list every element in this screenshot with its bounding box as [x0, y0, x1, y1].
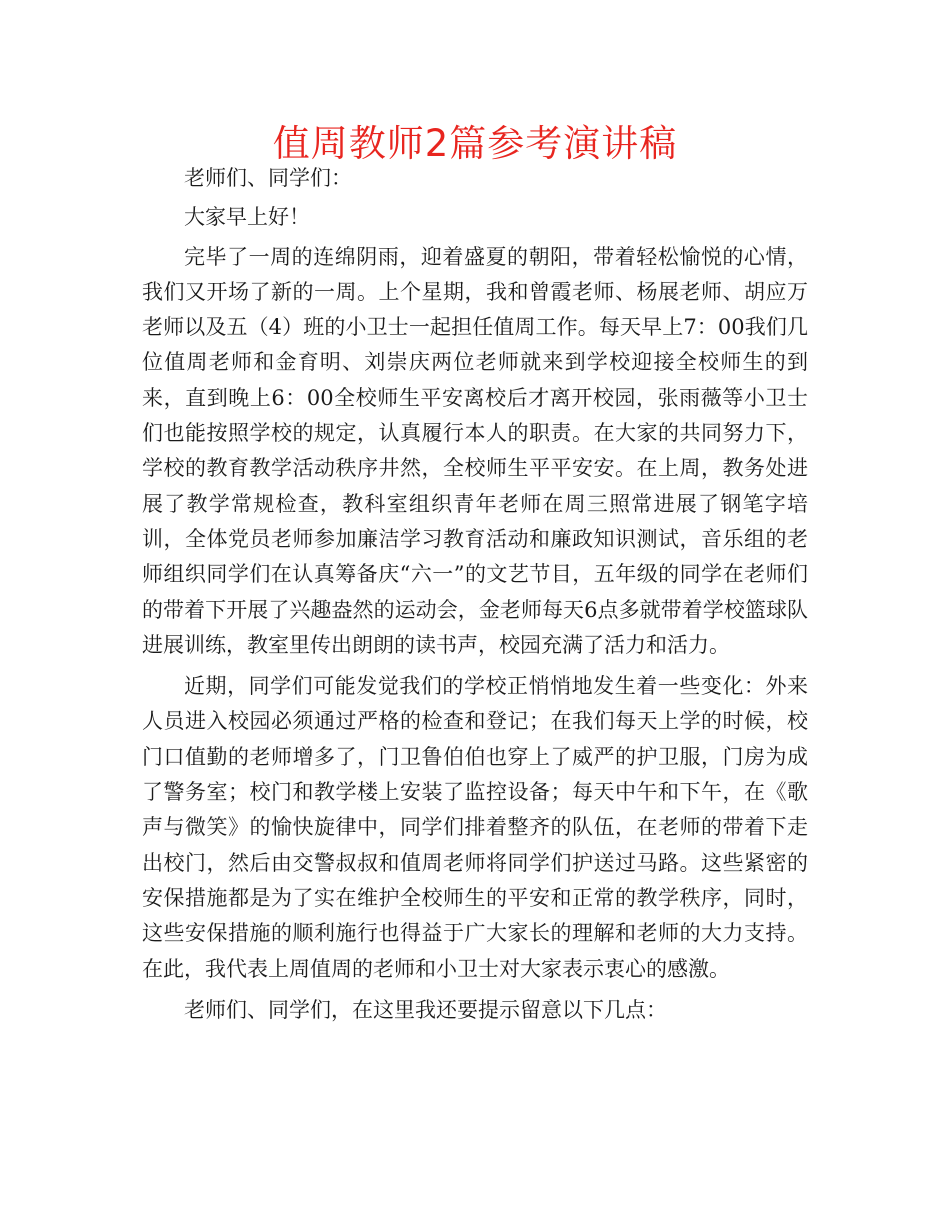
body-paragraph: 完毕了一周的连绵阴雨，迎着盛夏的朝阳，带着轻松愉悦的心情，我们又开场了新的一周。上个星期，我和曾霞老师、杨展老师、胡应万老师以及五（4）班的小卫士一起担任值周工作。每天早上7：00我们几位值周老师和金育明、刘崇庆两位老师就来到学校迎接全校师生的到来，直到晚上6：00全校师生平安离校后才离开校园，张雨薇等小卫士们也能按照学校的规定，认真履行本人的职责。在大家的共同努力下，学校的教育教学活动秩序井然，全校师生平平安安。在上周，教务处进展了教学常规检查，教科室组织青年老师在周三照常进展了钢笔字培训，全体党员老师参加廉洁学习教育活动和廉政知识测试，音乐组的老师组织同学们在认真筹备庆“六一”的文艺节目，五年级的同学在老师们的带着下开展了兴趣盎然的运动会，金老师每天6点多就带着学校篮球队进展训练，教室里传出朗朗的读书声，校园充满了活力和活力。: [142, 244, 808, 657]
document-body: [142, 161, 808, 1034]
salutation-paragraph: 大家早上好！: [184, 205, 310, 230]
body-paragraph: 近期，同学们可能发觉我们的学校正悄悄地发生着一些变化：外来人员进入校园必须通过严格的检查和登记；在我们每天上学的时候，校门口值勤的老师增多了，门卫鲁伯伯也穿上了威严的护卫服，门房为成了警务室；校门和教学楼上安装了监控设备；每天中午和下午，在《歌声与微笑》的愉快旋律中，同学们排着整齐的队伍，在老师的带着下走出校门，然后由交警叔叔和值周老师将同学们护送过马路。这些紧密的安保措施都是为了实在维护全校师生的平安和正常的教学秩序，同时，这些安保措施的顺利施行也得益于广大家长的理解和老师的大力支持。在此，我代表上周值周的老师和小卫士对大家表示衷心的感激。: [142, 674, 808, 981]
body-paragraph: 老师们、同学们，在这里我还要提示留意以下几点：: [184, 997, 667, 1022]
greeting-paragraph: 老师们、同学们：: [184, 166, 352, 190]
document-title: 值周教师2篇参考演讲稿: [272, 122, 678, 165]
